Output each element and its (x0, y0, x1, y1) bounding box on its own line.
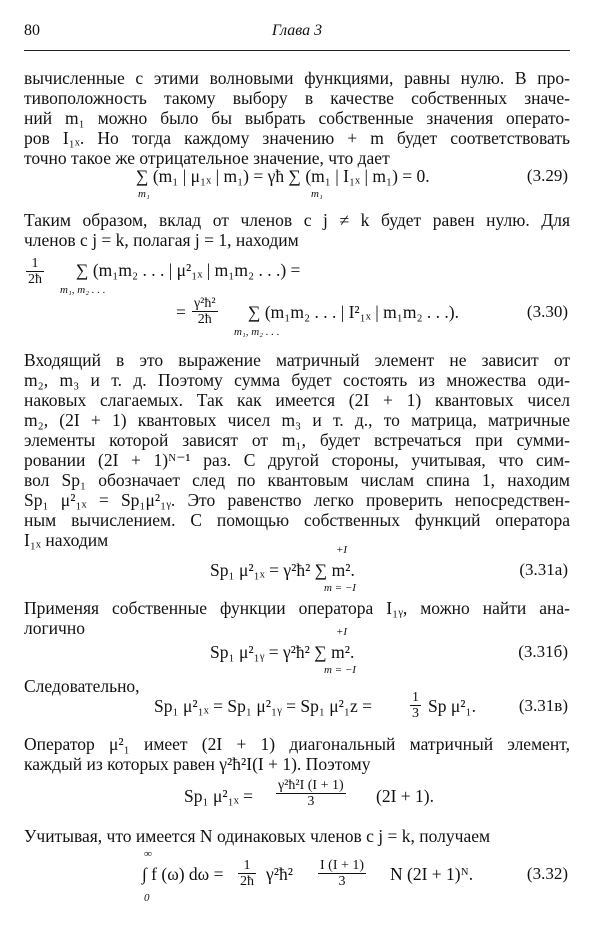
text-line: тивоположность такому выбору в качестве собственных значе- (24, 88, 570, 108)
paragraph-7 (24, 826, 570, 846)
equation-number: (3.31а) (519, 560, 568, 579)
sum-upper-limit: +I (336, 626, 348, 638)
equation-number: (3.32) (526, 864, 568, 883)
page-header (24, 22, 570, 48)
sum-index: m₁, m₂ . . . (60, 284, 106, 296)
text-line: каждый из которых равен γ²ħ²I(I + 1). Поэтому (24, 754, 371, 774)
page-number: 80 (24, 22, 40, 39)
equation-left: Sp₁ μ²₁ₓ = (184, 786, 254, 806)
text-line: наковых слагаемых. Так как имеется (2I + 1) квантовых чисел (24, 390, 570, 410)
equation-middle: γ²ħ² (266, 864, 293, 884)
equation-tail: Sp μ²₁. (428, 696, 476, 716)
integral-lower-limit: 0 (144, 892, 150, 904)
header-rule (24, 50, 570, 51)
equation-3-30-line-1 (24, 256, 570, 300)
text-line: Следовательно, (24, 676, 140, 696)
sum-index: m₁, m₂ . . . (234, 326, 280, 338)
equation-body: Sp₁ μ²₁ₓ = γ²ħ² ∑ m². (210, 560, 355, 580)
text-line: Учитывая, что имеется N одинаковых членов с j = k, получаем (24, 826, 491, 846)
text-line: Входящий в это выражение матричный элемент не зависит от (24, 350, 570, 370)
equation-3-30-line-2: = $\frac{\text{γ²ħ²}}{2ħ}$ ∑ (m₁m₂ . . . | I²₁ₓ | m₁m₂ . . .). m₁, m₂ . . . (3.30) (176, 296, 568, 338)
equation-number: (3.31в) (518, 696, 568, 715)
paragraph-6 (24, 734, 570, 774)
text-line: Таким образом, вклад от членов с j ≠ k будет равен нулю. Для (24, 210, 570, 230)
fraction: $\frac{1}{3}$ (412, 690, 419, 721)
text-line: m₂, (2I + 1) квантовых чисел m₃ и т. д., то матрица, матричные (24, 410, 570, 430)
sum-index: m₁ (138, 188, 150, 200)
paragraph-4 (24, 598, 570, 638)
text-line: ний m₁ можно было бы выбрать собственные значения операто- (24, 108, 570, 128)
equation-left: ∫ f (ω) dω = (142, 864, 224, 884)
equation-body: ∑ (m₁m₂ . . . | μ²₁ₓ | m₁m₂ . . .) = (76, 260, 301, 280)
text-line: ров I₁ₓ. Но тогда каждому значению + m будет соответствовать (24, 128, 570, 148)
text-line: Sp₁ μ²₁ₓ = Sp₁μ²₁ᵧ. Это равенство легко проверить непосредствен- (24, 490, 570, 510)
equation-tail: (2I + 1). (376, 786, 434, 806)
text-line: m₂, m₃ и т. д. Поэтому сумма будет состоять из множества оди- (24, 370, 570, 390)
text-line: I₁ₓ находим (24, 530, 109, 550)
equation-body: ∑ (m₁ | μ₁ₓ | m₁) = γħ ∑ (m₁ | I₁ₓ | m₁) = 0. (136, 166, 430, 186)
fraction: $\frac{1}{2ħ}$ (240, 858, 254, 889)
integral-upper-limit: ∞ (144, 848, 152, 860)
sum-index: m₁ (311, 188, 323, 200)
equation-3-32 (24, 848, 570, 908)
text-line: вол Sp₁ обозначает след по квантовым числам спина 1, находим (24, 470, 570, 490)
equation-body: ∑ (m₁m₂ . . . | I²₁ₓ | m₁m₂ . . .). (248, 302, 459, 322)
equation-number: (3.29) (526, 166, 568, 185)
fraction: $\frac{I (I + 1)}{3}$ (320, 858, 365, 889)
equation-number: (3.30) (526, 302, 568, 321)
equation-unnumbered (24, 778, 570, 814)
text-line: Применяя собственные функции оператора I₁ᵧ, можно найти ана- (24, 598, 570, 618)
equation-body: Sp₁ μ²₁ₓ = Sp₁ μ²₁ᵧ = Sp₁ μ²₁z = (154, 696, 373, 716)
fraction: $\frac{1}{2ħ}$ (28, 256, 42, 287)
sum-lower-limit: m = −I (324, 582, 356, 594)
text-line: логично (24, 618, 85, 638)
paragraph-1 (24, 68, 570, 168)
sum-upper-limit: +I (336, 544, 348, 556)
equation-3-29 (24, 166, 570, 200)
paragraph-3 (24, 350, 570, 550)
text-line: вычисленные с этими волновыми функциями, равны нулю. В про- (24, 68, 570, 88)
fraction: $\frac{\text{γ²ħ²I (I + 1)}}{3}$ (278, 778, 344, 809)
text-line: ным вычислением. С помощью собственных функций оператора (24, 510, 570, 530)
text-line: членов с j = k, полагая j = 1, находим (24, 230, 299, 250)
equation-3-31c (24, 690, 570, 724)
text-line: ровании (2I + 1)ᴺ⁻¹ раз. С другой стороны, учитывая, что сим- (24, 450, 570, 470)
equation-3-31a (24, 544, 570, 598)
paragraph-2 (24, 210, 570, 250)
equation-body: Sp₁ μ²₁ᵧ = γ²ħ² ∑ m². (210, 642, 355, 662)
fraction: $\frac{\text{γ²ħ²}}{2ħ}$ (194, 296, 216, 327)
sum-lower-limit: m = −I (324, 664, 356, 676)
running-title: Глава 3 (271, 22, 323, 39)
text-line: элементы которой зависят от m₁, будет встречаться при сумми- (24, 430, 570, 450)
text-line: Оператор μ²₁ имеет (2I + 1) диагональный матричный элемент, (24, 734, 570, 754)
equation-tail: N (2I + 1)ᴺ. (390, 864, 474, 884)
equation-number: (3.31б) (518, 642, 568, 661)
text-line: точно такое же отрицательное значение, что дает (24, 148, 390, 168)
